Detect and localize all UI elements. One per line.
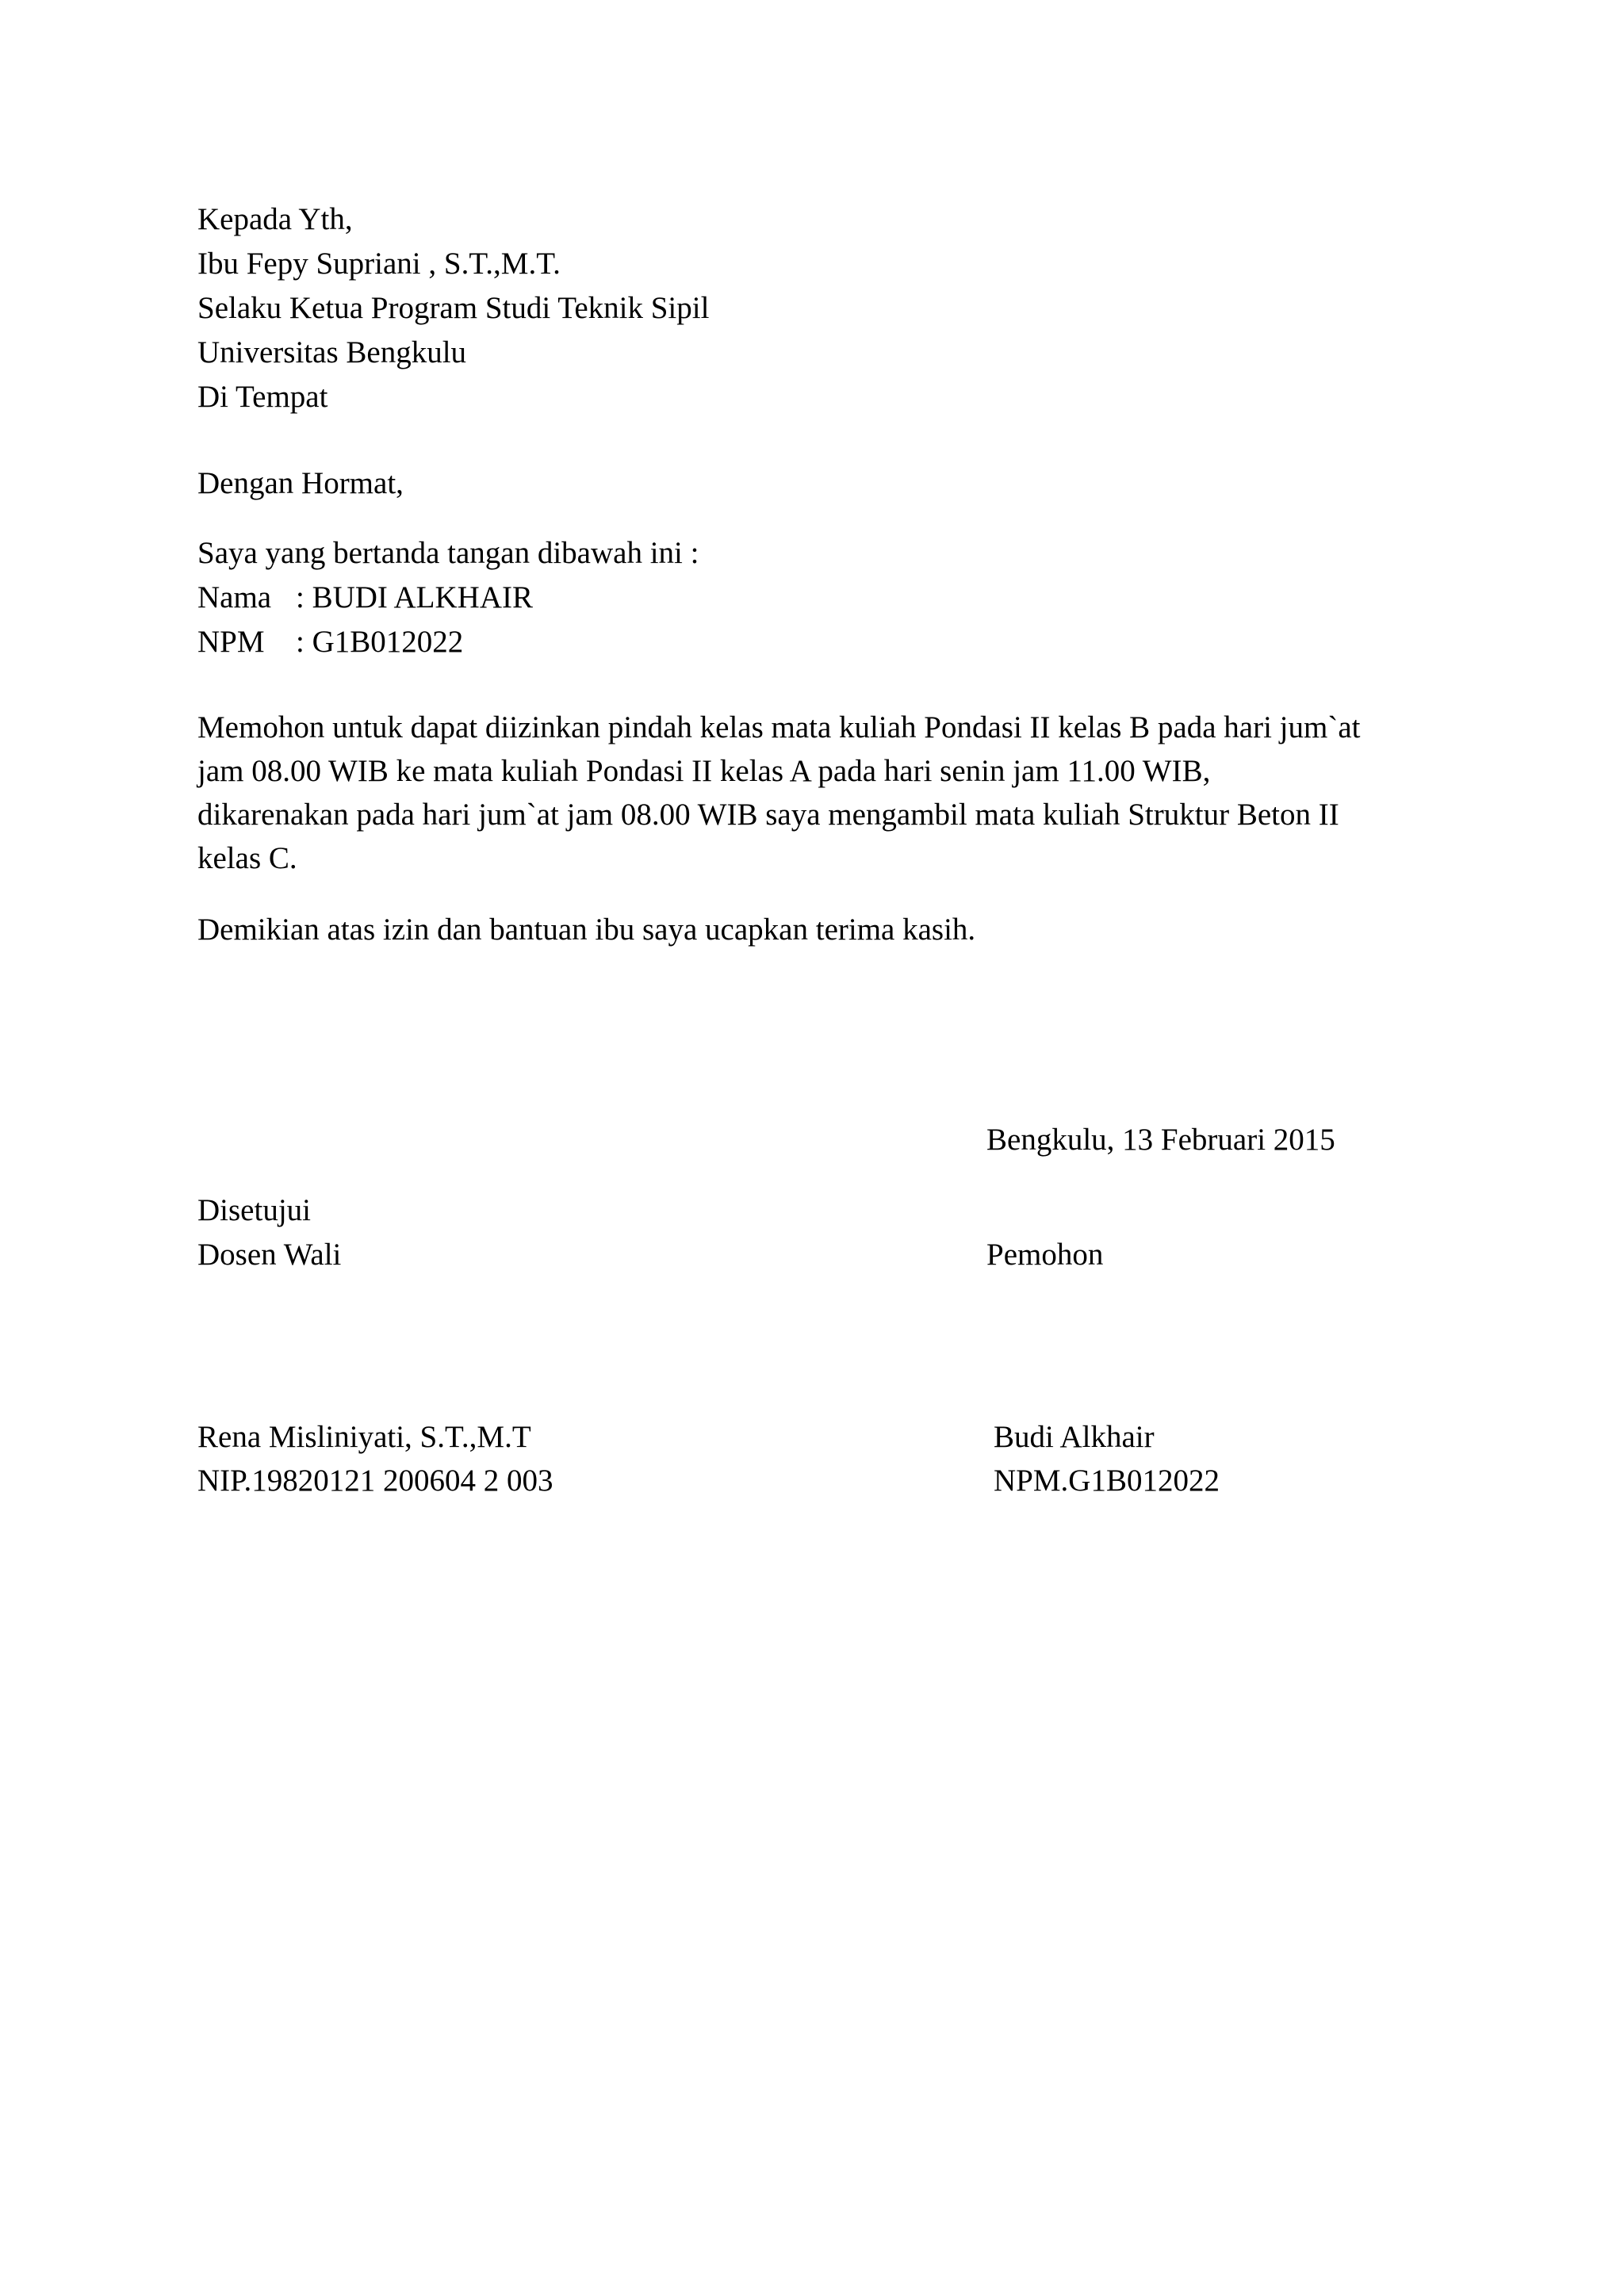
approval-label: Disetujui xyxy=(197,1193,311,1227)
name-field xyxy=(197,582,533,613)
applicant-role: Pemohon xyxy=(986,1238,1104,1272)
body-line-4: kelas C. xyxy=(197,841,297,875)
recipient-line-2: Ibu Fepy Supriani , S.T.,M.T. xyxy=(197,247,561,281)
body-line-2: jam 08.00 WIB ke mata kuliah Pondasi II kelas A pada hari senin jam 11.00 WIB, xyxy=(197,754,1211,788)
salutation: Dengan Hormat, xyxy=(197,466,404,500)
recipient-line-4: Universitas Bengkulu xyxy=(197,335,467,369)
npm-label: NPM xyxy=(197,625,265,659)
body-line-3: dikarenakan pada hari jum`at jam 08.00 WIB saya mengambil mata kuliah Struktur Beton II xyxy=(197,798,1339,832)
body-line-1: Memohon untuk dapat diizinkan pindah kelas mata kuliah Pondasi II kelas B pada hari jum`at xyxy=(197,710,1361,744)
npm-value: : G1B012022 xyxy=(296,625,464,659)
name-value: : BUDI ALKHAIR xyxy=(296,580,533,614)
advisor-name: Rena Misliniyati, S.T.,M.T xyxy=(197,1420,531,1454)
recipient-line-1: Kepada Yth, xyxy=(197,202,353,236)
name-label: Nama xyxy=(197,580,272,614)
place-date: Bengkulu, 13 Februari 2015 xyxy=(986,1123,1335,1157)
advisor-title: Dosen Wali xyxy=(197,1238,342,1272)
npm-field xyxy=(197,626,463,657)
recipient-line-3: Selaku Ketua Program Studi Teknik Sipil xyxy=(197,291,710,325)
applicant-name: Budi Alkhair xyxy=(994,1420,1155,1454)
advisor-nip: NIP.19820121 200604 2 003 xyxy=(197,1464,553,1498)
applicant-npm: NPM.G1B012022 xyxy=(994,1464,1220,1498)
intro-line: Saya yang bertanda tangan dibawah ini : xyxy=(197,536,699,570)
recipient-line-5: Di Tempat xyxy=(197,380,328,414)
closing-line: Demikian atas izin dan bantuan ibu saya ucapkan terima kasih. xyxy=(197,913,976,947)
